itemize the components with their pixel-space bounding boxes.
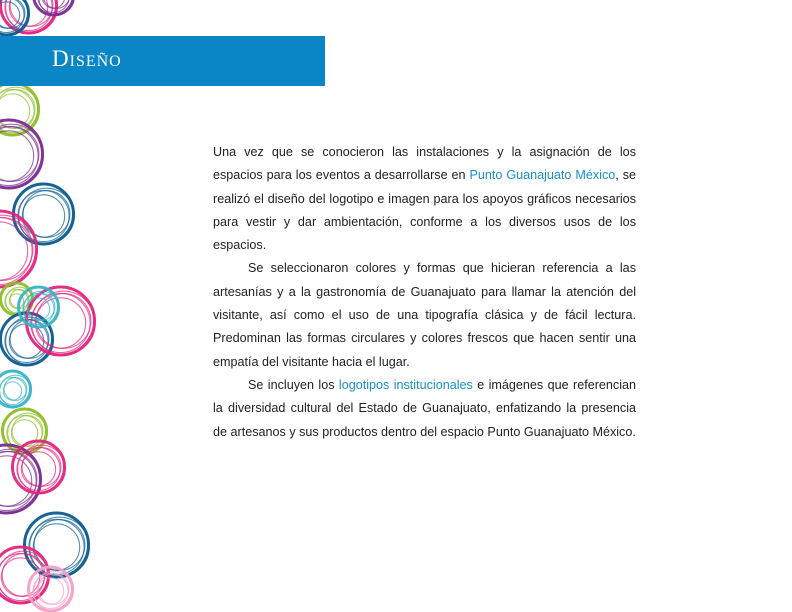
body-text bbox=[213, 141, 636, 444]
decorative-circle bbox=[0, 551, 49, 603]
decorative-circle bbox=[0, 131, 34, 181]
decorative-circle bbox=[22, 195, 64, 237]
paragraph-1 bbox=[213, 141, 636, 257]
section-title: Diseño bbox=[52, 46, 122, 71]
decorative-circle bbox=[37, 578, 63, 604]
decorative-circle bbox=[4, 378, 27, 401]
punto-guanajuato-highlight: Punto Guanajuato México bbox=[469, 168, 616, 183]
paragraph-3-text-b: e imágenes que referencian la diversidad cultural del Estado de Guanajuato, enfatizando la presencia de artesanos y sus productos dentro del espacio Punto Guanajuato México. bbox=[213, 377, 637, 439]
paragraph-1-text-a: Una vez que se conocieron las instalaciones y la asignación de los espacios para los eventos a desarrollarse en bbox=[213, 145, 636, 183]
logotipos-highlight: logotipos institucionales bbox=[338, 377, 473, 392]
paragraph-2: Se seleccionaron colores y formas que hicieran referencia a las artesanías y a la gastronomía de Guanajuato para llamar la atención del visitante, así como el uso de una tipografía clásica y de fácil lectura. Predominan las formas circulares y colores frescos que hacen sentir una empatía del visitante hacia el lugar. bbox=[213, 261, 636, 369]
section-header-band bbox=[0, 36, 325, 86]
paragraph-3 bbox=[213, 374, 636, 444]
decorative-circle bbox=[18, 190, 69, 241]
paragraph-1-text-b: , se realizó el diseño del logotipo e imagen para los apoyos gráficos necesarios para vestir y dar ambientación, conforme a los diversos usos de los espacios. bbox=[213, 168, 636, 253]
decorative-circle bbox=[3, 382, 21, 400]
paragraph-3-text-a: Se incluyen los bbox=[248, 377, 339, 392]
decorative-circle bbox=[35, 298, 85, 348]
decorative-circles-icon bbox=[0, 0, 120, 612]
